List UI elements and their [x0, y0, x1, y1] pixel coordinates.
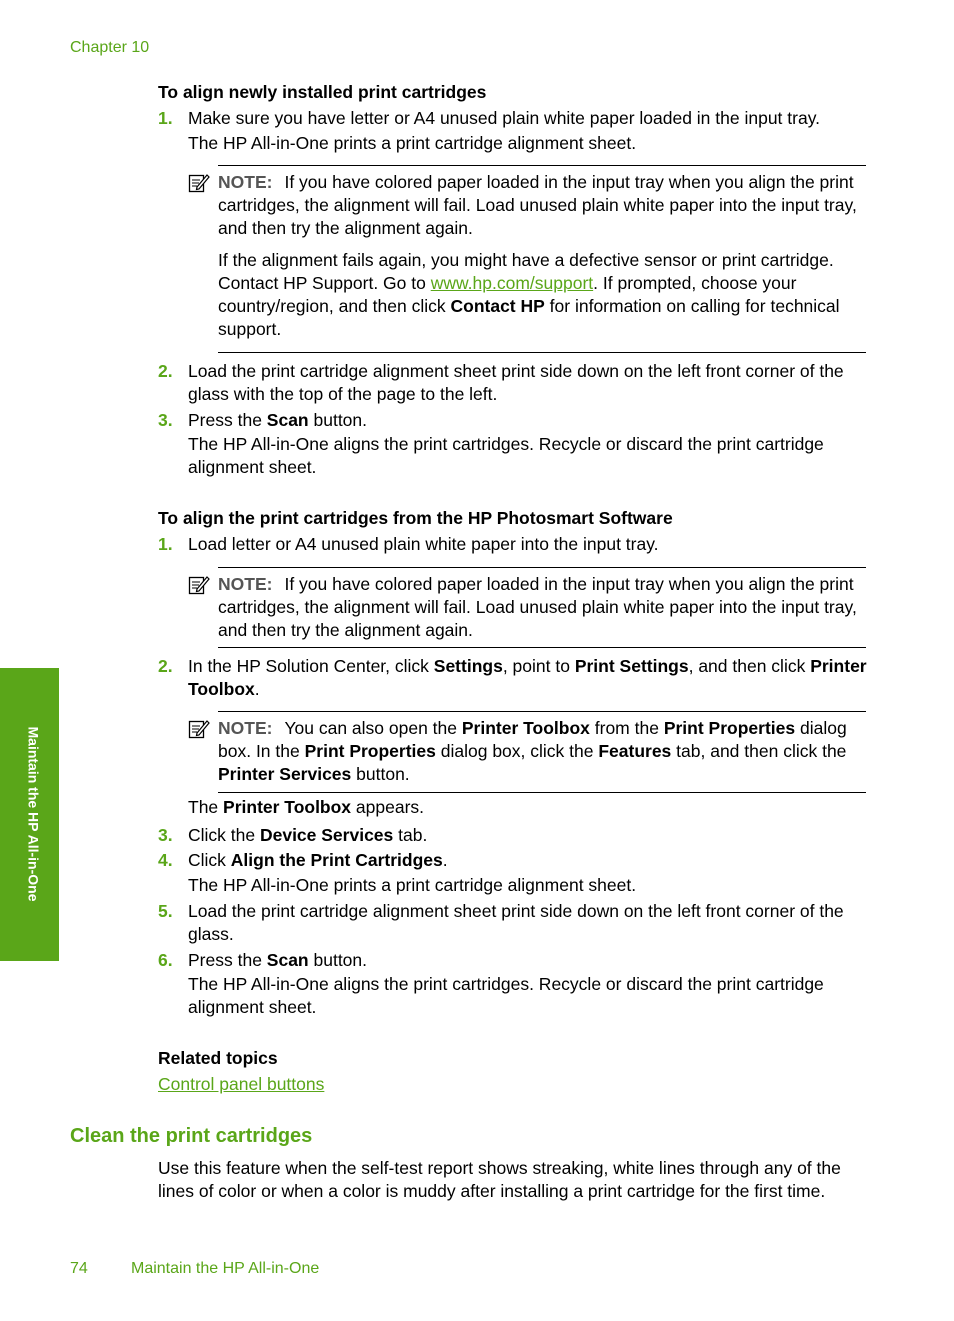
- side-tab: [0, 668, 59, 961]
- note-rule-bottom: [218, 352, 866, 353]
- note-rule-top: [218, 711, 866, 712]
- page-number: 74: [70, 1260, 88, 1277]
- side-tab-label: Maintain the HP All-in-One: [25, 726, 42, 902]
- step-number: 2.: [158, 656, 173, 676]
- note-label: NOTE:: [218, 718, 273, 738]
- note-body: [218, 171, 868, 341]
- control-panel-buttons-link[interactable]: Control panel buttons: [158, 1074, 325, 1094]
- related-topics-heading: Related topics: [158, 1048, 278, 1068]
- scan-label: Scan: [266, 950, 309, 970]
- note-text: for information on calling for technical support.: [218, 296, 840, 339]
- note-text: . If prompted, choose your country/region, and then click: [218, 273, 797, 316]
- step-text: Click the Device Services tab.: [188, 825, 428, 845]
- note-paragraph-2: [218, 249, 868, 341]
- procedure-heading-1: To align newly installed print cartridges: [158, 82, 487, 102]
- note-pencil-icon: [188, 574, 210, 596]
- note-text: If you have colored paper loaded in the input tray when you align the print cartridges, the alignment will fail. Load unused plain white paper into the input tray, and then try the alignment again.: [218, 574, 857, 640]
- scan-label: Scan: [266, 410, 309, 430]
- note-text: If the alignment fails again, you might have a defective sensor or print cartridge. Contact HP Support. Go to: [218, 250, 834, 293]
- step-number: 3.: [158, 825, 173, 845]
- step-result: The HP All-in-One aligns the print cartridges. Recycle or discard the print cartridge alignment sheet.: [188, 974, 824, 1017]
- section-title: Clean the print cartridges: [70, 1125, 313, 1147]
- note-pencil-icon: [188, 172, 210, 194]
- step-text: Press the Scan button.: [188, 950, 368, 970]
- step-number: 1.: [158, 534, 173, 554]
- step-text: Load letter or A4 unused plain white paper into the input tray.: [188, 534, 659, 554]
- step-number: 2.: [158, 361, 173, 381]
- footer-title: Maintain the HP All-in-One: [131, 1260, 320, 1277]
- step-text: Click Align the Print Cartridges.: [188, 850, 448, 870]
- note-label: NOTE:: [218, 574, 273, 594]
- step-text: Load the print cartridge alignment sheet print side down on the left front corner of the glass.: [188, 901, 844, 944]
- note-rule-top: [218, 567, 866, 568]
- step-result: The HP All-in-One prints a print cartridge alignment sheet.: [188, 875, 637, 895]
- step-number: 1.: [158, 108, 173, 128]
- step-text: Make sure you have letter or A4 unused plain white paper loaded in the input tray.: [188, 108, 821, 128]
- step-text: In the HP Solution Center, click Settings, point to Print Settings, and then click Printer Toolbox.: [188, 656, 867, 699]
- step-continuation: The Printer Toolbox appears.: [188, 797, 425, 817]
- note-pencil-icon: [188, 718, 210, 740]
- note-body: [218, 573, 868, 642]
- procedure-heading-2: To align the print cartridges from the HP Photosmart Software: [158, 508, 673, 528]
- step-number: 3.: [158, 410, 173, 430]
- step-text: Press the Scan button.: [188, 410, 368, 430]
- step-number: 6.: [158, 950, 173, 970]
- note-body: NOTE: You can also open the Printer Toolbox from the Print Properties dialog box. In the Print Properties dialog box, click the Features tab, and then click the Printer Services button.: [218, 718, 847, 784]
- step-number: 5.: [158, 901, 173, 921]
- hp-support-link[interactable]: www.hp.com/support: [430, 273, 594, 293]
- note-text: If you have colored paper loaded in the input tray when you align the print cartridges, the alignment will fail. Load unused plain white paper into the input tray, and then try the alignment again.: [218, 172, 857, 238]
- contact-hp-label: Contact HP: [450, 296, 545, 316]
- step-result: The HP All-in-One prints a print cartridge alignment sheet.: [188, 133, 637, 153]
- step-text: Load the print cartridge alignment sheet print side down on the left front corner of the glass with the top of the page to the left.: [188, 361, 844, 404]
- chapter-label: Chapter 10: [70, 39, 150, 56]
- step-number: 4.: [158, 850, 173, 870]
- step-result: The HP All-in-One aligns the print cartridges. Recycle or discard the print cartridge alignment sheet.: [188, 434, 824, 477]
- note-rule-bottom: [218, 792, 866, 793]
- note-label: NOTE:: [218, 172, 273, 192]
- note-paragraph: [218, 171, 868, 240]
- note-rule-top: [218, 165, 866, 166]
- note-rule-bottom: [218, 647, 866, 648]
- section-body: Use this feature when the self-test report shows streaking, white lines through any of the lines of color or when a color is muddy after installing a print cartridge for the first time.: [158, 1158, 841, 1201]
